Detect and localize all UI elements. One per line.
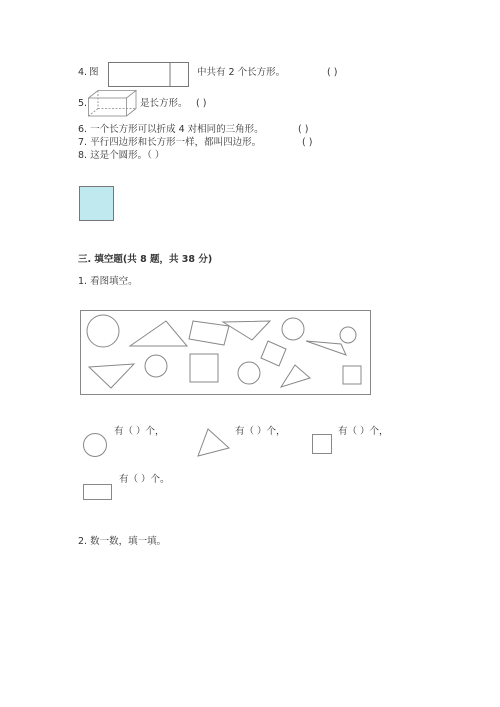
rectangle-icon	[83, 484, 113, 502]
q4-answer-paren[interactable]: ( )	[327, 67, 338, 78]
q4-number: 4.	[78, 67, 88, 78]
circle-shape	[238, 362, 260, 384]
q5-number: 5.	[78, 98, 88, 109]
circle-icon	[83, 433, 109, 459]
q5-text: 是长方形。	[140, 98, 188, 109]
q4-rectangles-figure	[108, 62, 190, 88]
rectangle-shape	[189, 321, 229, 345]
rectangle-count-text[interactable]: 有（ ）个。	[119, 474, 170, 485]
q6-answer-paren[interactable]: ( )	[298, 124, 309, 135]
triangle-shape	[306, 341, 346, 355]
section-3-title: 三. 填空题(共 8 题，共 38 分)	[78, 254, 213, 265]
triangle-icon	[197, 428, 231, 458]
square-shape	[343, 366, 361, 384]
q7-answer-paren[interactable]: ( )	[302, 137, 313, 148]
q7-text: 7. 平行四边形和长方形一样，都叫四边形。	[78, 137, 262, 148]
triangle-shape	[89, 364, 134, 388]
triangle-shape	[281, 365, 310, 387]
q8-text: 8. 这是个圆形。（ ）	[78, 150, 165, 161]
square-icon	[312, 434, 334, 456]
triangle-shape	[223, 321, 270, 340]
triangle-count-text[interactable]: 有（ ）个，	[235, 426, 286, 437]
q5-cuboid-figure	[88, 90, 138, 118]
q4-text: 中共有 2 个长方形。	[197, 67, 286, 78]
circle-shape	[145, 355, 167, 377]
circle-shape	[87, 315, 119, 347]
square-count-text[interactable]: 有（ ）个，	[338, 426, 389, 437]
shapes-collection-figure	[80, 310, 372, 396]
q8-square-figure	[79, 186, 115, 222]
fill-q1-title: 1. 看图填空。	[78, 276, 138, 287]
triangle-shape	[130, 321, 187, 346]
q4-prefix: 图	[89, 67, 99, 78]
square-shape	[190, 354, 218, 382]
square-shape	[261, 341, 286, 366]
fill-q2-title: 2. 数一数，填一填。	[78, 536, 167, 547]
q6-text: 6. 一个长方形可以折成 4 对相同的三角形。	[78, 124, 264, 135]
circle-shape	[340, 327, 356, 343]
q5-answer-paren[interactable]: ( )	[196, 98, 207, 109]
circle-count-text[interactable]: 有（ ）个，	[114, 426, 165, 437]
circle-shape	[282, 318, 304, 340]
